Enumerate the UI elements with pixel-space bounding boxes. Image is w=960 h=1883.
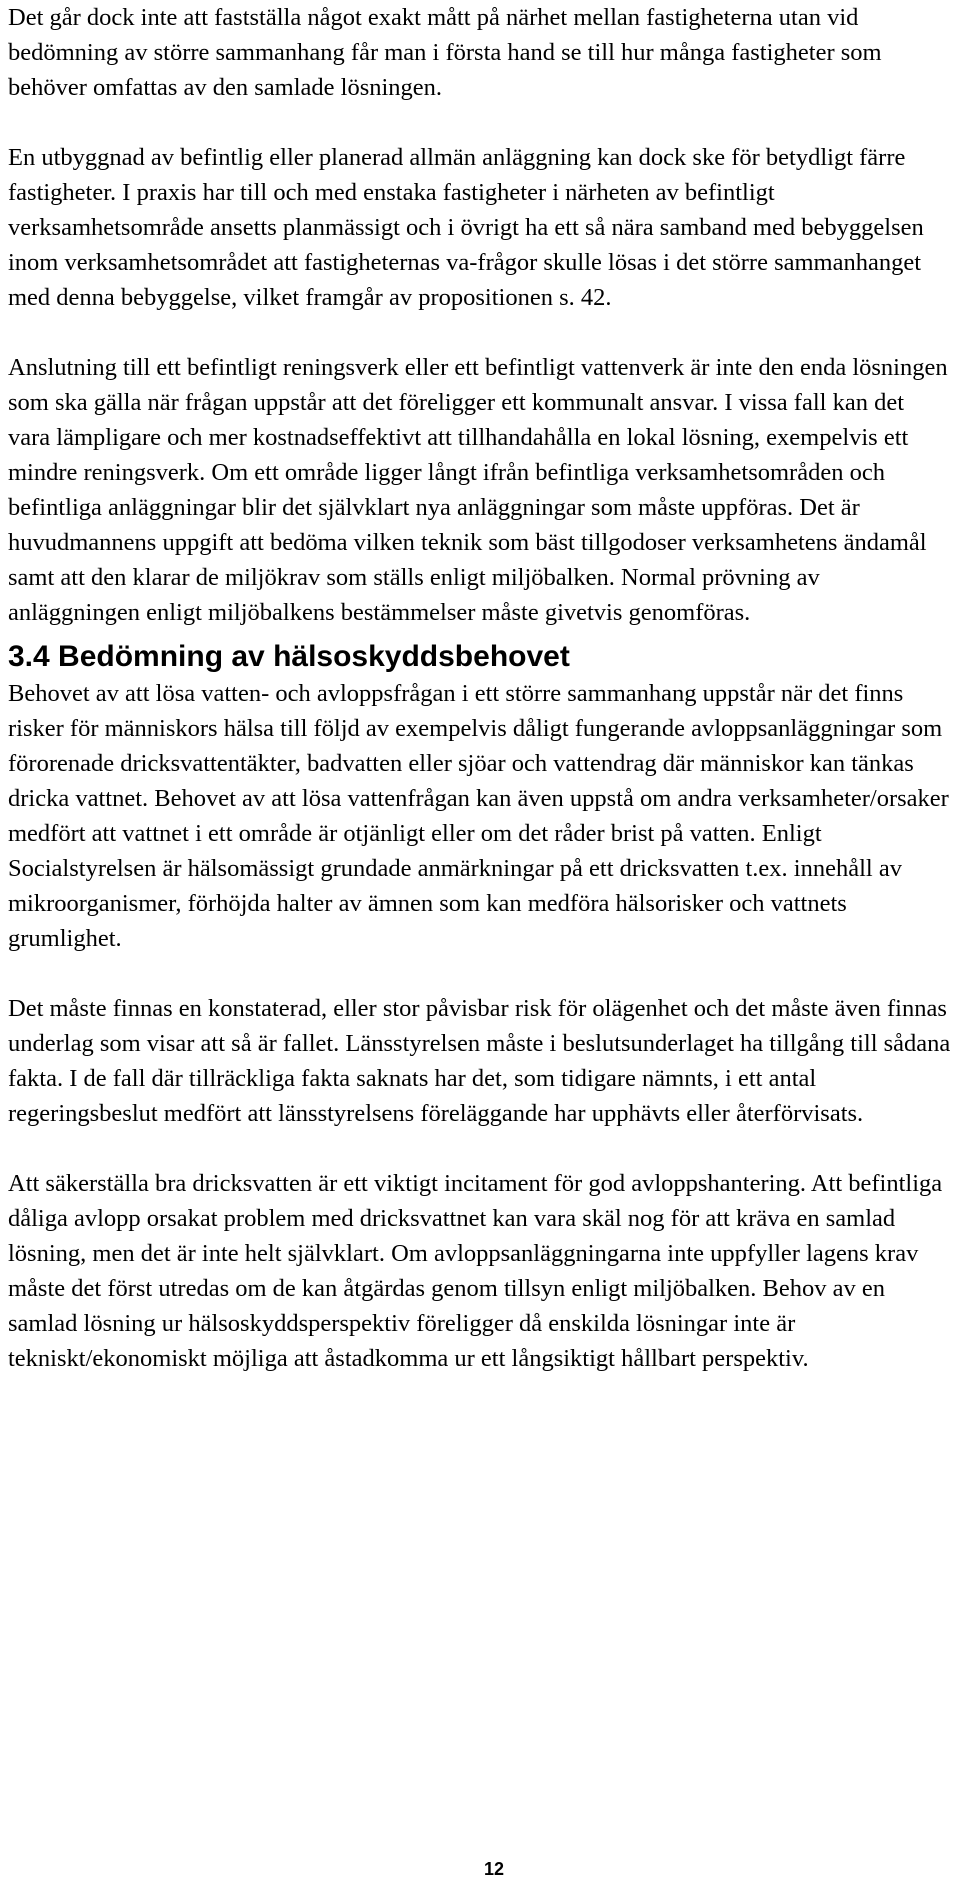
paragraph-gap bbox=[8, 315, 952, 350]
paragraph-2: En utbyggnad av befintlig eller planerad allmän anläggning kan dock ske för betydligt färre fastigheter. I praxis har till och med enstaka fastigheter i närheten av befintligt verksamhetsområde ansetts planmässigt och i övrigt ha ett så nära samband med bebyggelsen inom verksamhetsområdet att fastigheternas va-frågor skulle lösas i det större sammanhanget med denna bebyggelse, vilket framgår av propositionen s. 42. bbox=[8, 144, 924, 311]
paragraph-gap bbox=[8, 1131, 952, 1166]
document-body bbox=[8, 0, 952, 1376]
section-heading: 3.4 Bedömning av hälsoskyddsbehovet bbox=[8, 640, 570, 673]
paragraph-1: Det går dock inte att fastställa något exakt mått på närhet mellan fastigheterna utan vid bedömning av större sammanhang får man i första hand se till hur många fastigheter som behöver omfattas av den samlade lösningen. bbox=[8, 4, 882, 101]
paragraph-4: Behovet av att lösa vatten- och avloppsfrågan i ett större sammanhang uppstår när det finns risker för människors hälsa till följd av exempelvis dåligt fungerande avloppsanläggningar som förorenade dricksvattentäkter, badvatten eller sjöar och vattendrag där människor kan tänkas dricka vattnet. Behovet av att lösa vattenfrågan kan även uppstå om andra verksamheter/orsaker medfört att vattnet i ett område är otjänligt eller om det råder brist på vatten. Enligt Socialstyrelsen är hälsomässigt grundade anmärkningar på ett dricksvatten t.ex. innehåll av mikroorganismer, förhöjda halter av ämnen som kan medföra hälsorisker och vattnets grumlighet. bbox=[8, 680, 949, 952]
paragraph-gap bbox=[8, 956, 952, 991]
paragraph-gap bbox=[8, 105, 952, 140]
paragraph-6: Att säkerställa bra dricksvatten är ett viktigt incitament för god avloppshantering. Att befintliga dåliga avlopp orsakat problem med dricksvattnet kan vara skäl nog för att kräva en samlad lösning, men det är inte helt självklart. Om avloppsanläggningarna inte uppfyller lagens krav måste det först utredas om de kan åtgärdas genom tillsyn enligt miljöbalken. Behov av en samlad lösning ur hälsoskyddsperspektiv föreligger då enskilda lösningar inte är tekniskt/ekonomiskt möjliga att åstadkomma ur ett långsiktigt hållbart perspektiv. bbox=[8, 1170, 943, 1372]
paragraph-3: Anslutning till ett befintligt reningsverk eller ett befintligt vattenverk är inte den enda lösningen som ska gälla när frågan uppstår att det föreligger ett kommunalt ansvar. I vissa fall kan det vara lämpligare och mer kostnadseffektivt att tillhandahålla en lokal lösning, exempelvis ett mindre reningsverk. Om ett område ligger långt ifrån befintliga verksamhetsområden och befintliga anläggningar blir det självklart nya anläggningar som måste uppföras. Det är huvudmannens uppgift att bedöma vilken teknik som bäst tillgodoser verksamhetens ändamål samt att den klarar de miljökrav som ställs enligt miljöbalken. Normal prövning av anläggningen enligt miljöbalkens bestämmelser måste givetvis genomföras. bbox=[8, 354, 948, 626]
paragraph-5: Det måste finnas en konstaterad, eller stor påvisbar risk för olägenhet och det måste även finnas underlag som visar att så är fallet. Länsstyrelsen måste i beslutsunderlaget ha tillgång till sådana fakta. I de fall där tillräckliga fakta saknats har det, som tidigare nämnts, i ett antal regeringsbeslut medfört att länsstyrelsens föreläggande har upphävts eller återförvisats. bbox=[8, 995, 951, 1127]
page-number: 12 bbox=[483, 1859, 505, 1879]
